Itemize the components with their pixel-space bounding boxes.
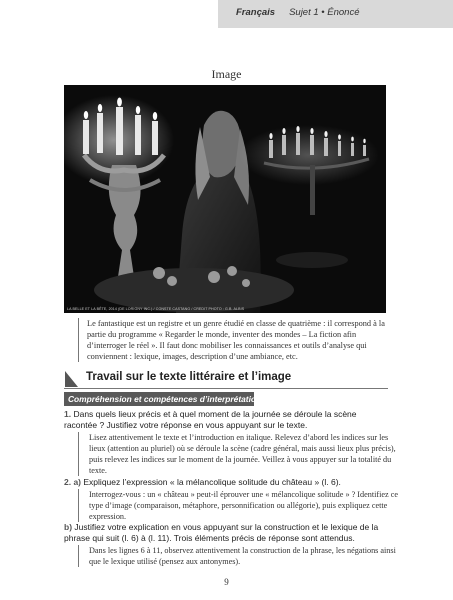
question-number: b) xyxy=(64,522,73,532)
question-1-hint xyxy=(78,432,399,476)
header-subtitle: Sujet 1 • Énoncé xyxy=(289,7,360,18)
running-header xyxy=(236,7,359,18)
question-2b xyxy=(64,522,388,544)
question-1 xyxy=(64,409,388,431)
intro-paragraph xyxy=(78,318,387,362)
photo-illustration xyxy=(64,85,386,313)
question-text: Expliquez l’expression « la mélancolique solitude du château » (l. 6). xyxy=(83,477,341,487)
question-2a-hint xyxy=(78,489,399,522)
question-text: Dans quels lieux précis et à quel moment de la journée se déroule la scène racontée ? Justifiez votre réponse en vous appuyant sur le texte. xyxy=(64,409,357,430)
hint-text: Dans les lignes 6 à 11, observez attentivement la construction de la phrase, les négations ainsi que le lexique utilisé (pensez aux antonymes). xyxy=(89,546,396,566)
competence-label-text: Compréhension et compétences d’interprétation xyxy=(68,394,262,404)
question-number: 1. xyxy=(64,409,72,419)
question-number: 2. a) xyxy=(64,477,82,487)
question-2a xyxy=(64,477,388,488)
work-heading xyxy=(64,370,388,389)
work-heading-text: Travail sur le texte littéraire et l’image xyxy=(86,371,292,383)
photo-credit: LA BELLE ET LA BÊTE, 2014 (DE LORIGNY INC.) / CONSTE CASTANG / CREDIT PHOTO : G.B. ALBIS xyxy=(67,307,245,311)
hint-text: Interrogez-vous : un « château » peut-il éprouver une « mélancolique solitude » ? Identifiez ce type d’image (comparaison, métaphore, personnification ou allégorie), puis expliquez cette expression. xyxy=(89,490,398,521)
header-subject: Français xyxy=(236,7,276,18)
competence-label xyxy=(64,392,262,406)
question-text: Justifiez votre explication en vous appuyant sur la construction et le lexique de la phrase qui suit (l. 6) à (l. 11). Trois éléments précis de réponse sont attendus. xyxy=(64,522,379,543)
triangle-bullet-icon xyxy=(65,371,78,387)
film-still-photo xyxy=(64,85,386,313)
page-number: 9 xyxy=(224,577,229,587)
image-section-title: Image xyxy=(211,67,242,81)
intro-text: Le fantastique est un registre et un genre étudié en classe de quatrième : il correspond à la partie du programme « Regarder le monde, inventer des mondes – La fiction afin d’interroger le réel ». Il faut donc mobiliser les connaissances et outils d’analyse qui conviennent : lexique, images, description d’une ambiance, etc. xyxy=(87,319,385,361)
question-2b-hint xyxy=(78,545,399,567)
hint-text: Lisez attentivement le texte et l’introduction en italique. Relevez d’abord les indices sur les lieux (attention au pluriel) où se déroule la scène (cadre général, mais aussi lieux plus précis), puis relevez les indices sur le moment de la journée. Veillez à vous appuyer sur la totalité du texte. xyxy=(89,433,396,475)
